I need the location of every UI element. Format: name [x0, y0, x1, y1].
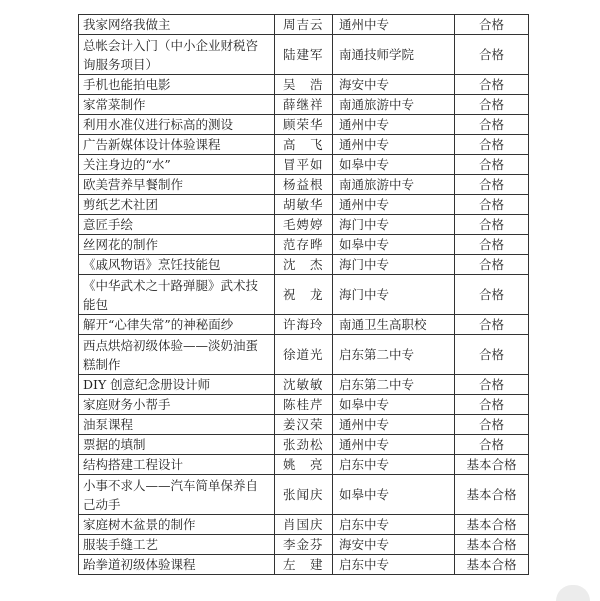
school-name: 启东第二中专: [333, 335, 455, 375]
school-name: 海门中专: [333, 275, 455, 315]
instructor-name: 胡敏华: [275, 195, 333, 215]
course-name: DIY 创意纪念册设计师: [79, 375, 275, 395]
evaluation-result: 基本合格: [455, 475, 529, 515]
instructor-name: 陈桂芹: [275, 395, 333, 415]
course-name: 票据的填制: [79, 435, 275, 455]
evaluation-result: 基本合格: [455, 455, 529, 475]
course-name: 家庭财务小帮手: [79, 395, 275, 415]
course-name: 总帐会计入门（中小企业财税咨询服务项目）: [79, 35, 275, 75]
evaluation-result: 基本合格: [455, 515, 529, 535]
school-name: 海门中专: [333, 215, 455, 235]
course-name: 利用水准仪进行标高的测设: [79, 115, 275, 135]
instructor-name: 姚 亮: [275, 455, 333, 475]
evaluation-result: 合格: [455, 235, 529, 255]
table-row: [79, 175, 529, 195]
course-name: 《中华武术之十路弹腿》武术技能包: [79, 275, 275, 315]
school-name: 海安中专: [333, 535, 455, 555]
table-row: [79, 115, 529, 135]
instructor-name: 冒平如: [275, 155, 333, 175]
instructor-name: 高 飞: [275, 135, 333, 155]
school-name: 南通旅游中专: [333, 175, 455, 195]
instructor-name: 张闻庆: [275, 475, 333, 515]
course-name: 家常菜制作: [79, 95, 275, 115]
evaluation-result: 合格: [455, 115, 529, 135]
course-name: 服装手缝工艺: [79, 535, 275, 555]
course-name: 丝网花的制作: [79, 235, 275, 255]
table-row: [79, 375, 529, 395]
table-row: [79, 455, 529, 475]
evaluation-result: 合格: [455, 75, 529, 95]
course-name: 剪纸艺术社团: [79, 195, 275, 215]
evaluation-result: 合格: [455, 275, 529, 315]
table-row: [79, 75, 529, 95]
course-name: 家庭树木盆景的制作: [79, 515, 275, 535]
table-row: [79, 195, 529, 215]
course-name: 油泵课程: [79, 415, 275, 435]
table-row: [79, 315, 529, 335]
instructor-name: 顾荣华: [275, 115, 333, 135]
instructor-name: 毛娉婷: [275, 215, 333, 235]
evaluation-result: 合格: [455, 435, 529, 455]
evaluation-result: 基本合格: [455, 555, 529, 575]
school-name: 如皋中专: [333, 235, 455, 255]
course-name: 关注身边的“水”: [79, 155, 275, 175]
course-name: 跆拳道初级体验课程: [79, 555, 275, 575]
instructor-name: 左 建: [275, 555, 333, 575]
course-name: 结构搭建工程设计: [79, 455, 275, 475]
school-name: 海安中专: [333, 75, 455, 95]
evaluation-result: 合格: [455, 215, 529, 235]
course-name: 欧美营养早餐制作: [79, 175, 275, 195]
evaluation-result: 合格: [455, 135, 529, 155]
table-row: [79, 275, 529, 315]
school-name: 南通卫生高职校: [333, 315, 455, 335]
school-name: 通州中专: [333, 15, 455, 35]
school-name: 海门中专: [333, 255, 455, 275]
course-name: 《戚风物语》烹饪技能包: [79, 255, 275, 275]
course-name: 意匠手绘: [79, 215, 275, 235]
evaluation-result: 合格: [455, 35, 529, 75]
table-row: [79, 515, 529, 535]
school-name: 通州中专: [333, 195, 455, 215]
instructor-name: 沈敏敏: [275, 375, 333, 395]
evaluation-result: 合格: [455, 415, 529, 435]
table-row: [79, 15, 529, 35]
school-name: 通州中专: [333, 435, 455, 455]
instructor-name: 肖国庆: [275, 515, 333, 535]
evaluation-result: 合格: [455, 155, 529, 175]
evaluation-result: 合格: [455, 395, 529, 415]
school-name: 启东中专: [333, 515, 455, 535]
instructor-name: 许海玲: [275, 315, 333, 335]
table-row: [79, 135, 529, 155]
evaluation-result: 合格: [455, 335, 529, 375]
table-row: [79, 35, 529, 75]
course-name: 手机也能拍电影: [79, 75, 275, 95]
instructor-name: 沈 杰: [275, 255, 333, 275]
instructor-name: 祝 龙: [275, 275, 333, 315]
table-row: [79, 435, 529, 455]
instructor-name: 姜汉荣: [275, 415, 333, 435]
instructor-name: 徐道光: [275, 335, 333, 375]
table-row: [79, 155, 529, 175]
instructor-name: 杨益根: [275, 175, 333, 195]
table-row: [79, 415, 529, 435]
school-name: 启东中专: [333, 455, 455, 475]
evaluation-result: 合格: [455, 95, 529, 115]
course-name: 小事不求人——汽车简单保养自己动手: [79, 475, 275, 515]
instructor-name: 薛继祥: [275, 95, 333, 115]
course-name: 西点烘焙初级体验——淡奶油蛋糕制作: [79, 335, 275, 375]
table-row: [79, 235, 529, 255]
table-row: [79, 555, 529, 575]
school-name: 如皋中专: [333, 395, 455, 415]
table-row: [79, 395, 529, 415]
course-name: 广告新媒体设计体验课程: [79, 135, 275, 155]
evaluation-result: 合格: [455, 315, 529, 335]
instructor-name: 张劲松: [275, 435, 333, 455]
evaluation-result: 合格: [455, 195, 529, 215]
instructor-name: 李金芬: [275, 535, 333, 555]
school-name: 南通旅游中专: [333, 95, 455, 115]
scroll-corner-badge[interactable]: [556, 585, 590, 601]
evaluation-result: 合格: [455, 255, 529, 275]
table-row: [79, 215, 529, 235]
table-row: [79, 535, 529, 555]
evaluation-result: 合格: [455, 15, 529, 35]
course-name: 我家网络我做主: [79, 15, 275, 35]
table-row: [79, 475, 529, 515]
table-row: [79, 335, 529, 375]
instructor-name: 陆建军: [275, 35, 333, 75]
evaluation-result: 合格: [455, 175, 529, 195]
school-name: 启东中专: [333, 555, 455, 575]
instructor-name: 吴 浩: [275, 75, 333, 95]
school-name: 如皋中专: [333, 155, 455, 175]
instructor-name: 范存晔: [275, 235, 333, 255]
evaluation-result: 基本合格: [455, 535, 529, 555]
table-row: [79, 255, 529, 275]
school-name: 通州中专: [333, 415, 455, 435]
school-name: 启东第二中专: [333, 375, 455, 395]
school-name: 如皋中专: [333, 475, 455, 515]
school-name: 通州中专: [333, 115, 455, 135]
table-row: [79, 95, 529, 115]
school-name: 南通技师学院: [333, 35, 455, 75]
school-name: 通州中专: [333, 135, 455, 155]
results-table: [78, 14, 529, 575]
instructor-name: 周吉云: [275, 15, 333, 35]
evaluation-result: 合格: [455, 375, 529, 395]
course-name: 解开“心律失常”的神秘面纱: [79, 315, 275, 335]
